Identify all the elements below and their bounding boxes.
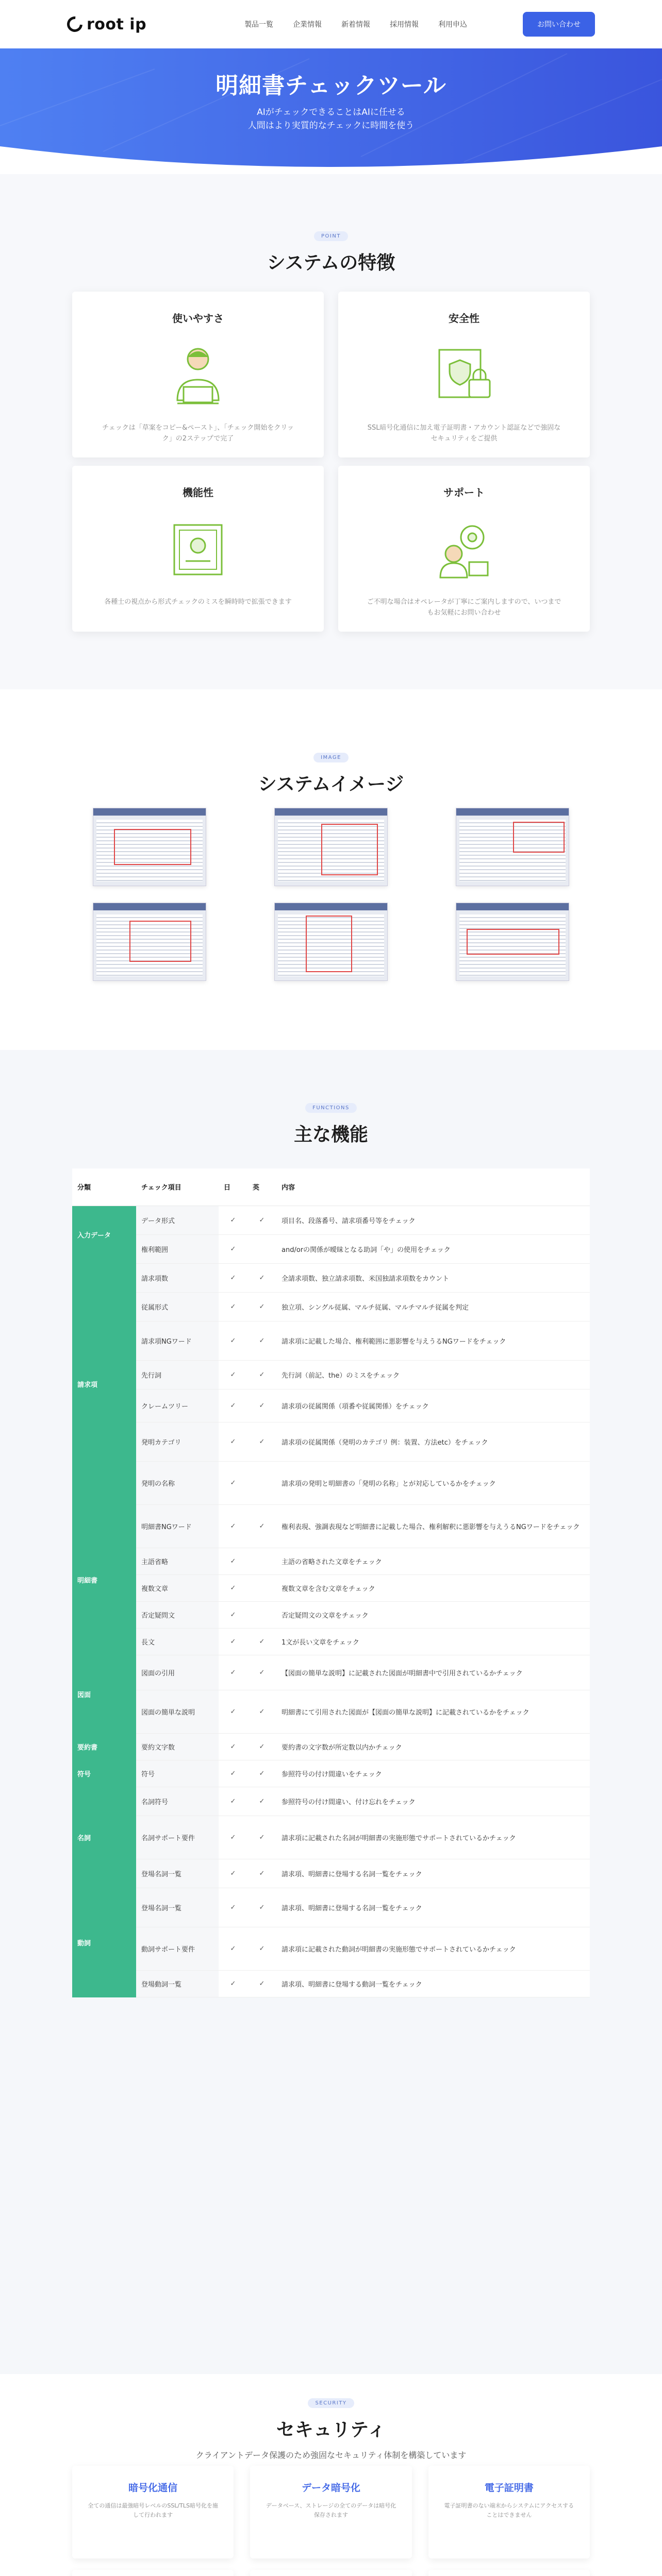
japanese-check-cell: ✓	[219, 1628, 247, 1655]
feature-card-functionality	[72, 466, 324, 632]
check-item-cell: 従属形式	[136, 1292, 219, 1321]
japanese-check-cell: ✓	[219, 1787, 247, 1816]
features-section	[0, 174, 662, 689]
screenshot-thumbnail[interactable]	[274, 808, 388, 886]
content-cell: 【図面の簡単な説明】に記載された図面が明細書中で引用されているかチェック	[276, 1655, 590, 1690]
screenshot-thumbnail[interactable]	[456, 808, 569, 886]
functions-table	[72, 1168, 590, 1997]
check-item-cell: 主語省略	[136, 1548, 219, 1574]
content-cell: 明細書にて引用された図面が【図面の簡単な説明】に記載されているかをチェック	[276, 1690, 590, 1733]
table-row	[72, 1263, 590, 1292]
security-card	[428, 2570, 590, 2576]
japanese-check-cell: ✓	[219, 1859, 247, 1888]
content-cell: 参照符号の付け間違い、付け忘れをチェック	[276, 1787, 590, 1816]
japanese-check-cell: ✓	[219, 1655, 247, 1690]
screenshot-thumbnail[interactable]	[93, 808, 206, 886]
english-check-cell: ✓	[247, 1970, 276, 1997]
category-cell: 請求項	[72, 1263, 136, 1504]
screenshot-thumbnail[interactable]	[274, 903, 388, 981]
table-row	[72, 1321, 590, 1360]
logo-text: root ip	[87, 15, 147, 33]
japanese-check-cell: ✓	[219, 1234, 247, 1263]
nav-item-recruit[interactable]: 採用情報	[390, 21, 419, 29]
security-card-desc: 電子証明書のない端末からシステムにアクセスすることはできません	[444, 2502, 574, 2518]
japanese-check-cell: ✓	[219, 1389, 247, 1422]
content-cell: 1文が長い文章をチェック	[276, 1628, 590, 1655]
table-row	[72, 1655, 590, 1690]
security-eyebrow: SECURITY	[308, 2398, 354, 2408]
table-header: 英	[247, 1168, 276, 1206]
feature-desc: ご不明な場合はオペレータが丁寧にご案内しますので、いつまでもお気軽にお問い合わせ	[367, 598, 561, 617]
content-cell: 全請求項数、独立請求項数、米国独請求項数をカウント	[276, 1263, 590, 1292]
category-cell: 入力データ	[72, 1206, 136, 1263]
english-check-cell: ✓	[247, 1690, 276, 1733]
hero-title: 明細書チェックツール	[216, 73, 446, 99]
check-item-cell: 否定疑問文	[136, 1601, 219, 1628]
category-cell: 符号	[72, 1760, 136, 1787]
content-cell: 請求項、明細書に登場する名詞一覧をチェック	[276, 1859, 590, 1888]
security-card-desc: 全ての通信は最強暗号レベルのSSL/TLS暗号化を施して行われます	[88, 2502, 218, 2518]
japanese-check-cell: ✓	[219, 1601, 247, 1628]
table-header: 分類	[72, 1168, 136, 1206]
top-nav	[0, 0, 662, 48]
content-cell: 独立項、シングル従属、マルチ従属、マルチマルチ従属を判定	[276, 1292, 590, 1321]
english-check-cell: ✓	[247, 1422, 276, 1461]
shield-lock-icon	[428, 340, 500, 412]
japanese-check-cell: ✓	[219, 1422, 247, 1461]
feature-card-support	[338, 466, 590, 632]
japanese-check-cell: ✓	[219, 1574, 247, 1601]
english-check-cell	[247, 1601, 276, 1628]
system-image-section	[0, 731, 662, 1050]
security-card-title: 電子証明書	[484, 2482, 534, 2494]
check-item-cell: 名詞符号	[136, 1787, 219, 1816]
japanese-check-cell: ✓	[219, 1970, 247, 1997]
check-item-cell: 複数文章	[136, 1574, 219, 1601]
hero-line-2: 人間はより実質的なチェックに時間を使う	[247, 120, 415, 131]
english-check-cell	[247, 1234, 276, 1263]
certificate-icon	[162, 514, 234, 586]
check-item-cell: 登場動詞一覧	[136, 1970, 219, 1997]
check-item-cell: 要約文字数	[136, 1733, 219, 1760]
security-card	[72, 2570, 234, 2576]
feature-title: 安全性	[449, 312, 479, 325]
english-check-cell: ✓	[247, 1263, 276, 1292]
nav-item-news[interactable]: 新着情報	[341, 21, 371, 29]
check-item-cell: 動詞サポート要件	[136, 1927, 219, 1970]
security-card-title: データ暗号化	[301, 2482, 360, 2494]
feature-title: サポート	[443, 486, 485, 499]
feature-desc: 各種士の視点から形式チェックのミスを瞬時時で拡張できます	[104, 598, 292, 606]
japanese-check-cell: ✓	[219, 1206, 247, 1234]
table-row	[72, 1927, 590, 1970]
person-laptop-icon	[162, 340, 234, 412]
category-cell: 要約書	[72, 1733, 136, 1760]
english-check-cell: ✓	[247, 1888, 276, 1927]
security-section	[0, 2374, 662, 2576]
content-cell: 請求項の発明と明細書の「発明の名称」とが対応しているかをチェック	[276, 1461, 590, 1504]
english-check-cell: ✓	[247, 1389, 276, 1422]
english-check-cell: ✓	[247, 1628, 276, 1655]
logo-ring-icon	[64, 13, 86, 35]
hero-line-1: AIがチェックできることはAIに任せる	[257, 107, 405, 117]
table-row	[72, 1206, 590, 1234]
japanese-check-cell: ✓	[219, 1888, 247, 1927]
table-row	[72, 1574, 590, 1601]
japanese-check-cell: ✓	[219, 1927, 247, 1970]
table-header: チェック項目	[136, 1168, 219, 1206]
english-check-cell: ✓	[247, 1859, 276, 1888]
images-title: システムイメージ	[258, 774, 404, 795]
security-card-desc: データベース、ストレージの全てのデータは暗号化保存されます	[266, 2502, 396, 2518]
table-row	[72, 1859, 590, 1888]
check-item-cell: 先行詞	[136, 1360, 219, 1389]
content-cell: 請求項に記載した場合、権利範囲に悪影響を与えうるNGワードをチェック	[276, 1321, 590, 1360]
nav-item-apply[interactable]: 利用申込	[438, 21, 468, 29]
japanese-check-cell: ✓	[219, 1504, 247, 1548]
check-item-cell: 図面の引用	[136, 1655, 219, 1690]
feature-desc: チェックは「草案をコピー&ペースト」、「チェック開始をクリック」の2ステップで完了	[102, 424, 294, 443]
content-cell: 請求項に記載された動詞が明細書の実施形態でサポートされているかチェック	[276, 1927, 590, 1970]
check-item-cell: 発明カテゴリ	[136, 1422, 219, 1461]
features-eyebrow: POINT	[314, 231, 348, 241]
japanese-check-cell: ✓	[219, 1760, 247, 1787]
japanese-check-cell: ✓	[219, 1360, 247, 1389]
table-row	[72, 1548, 590, 1574]
support-gear-icon	[428, 514, 500, 586]
content-cell: 先行詞（前記、the）のミスをチェック	[276, 1360, 590, 1389]
check-item-cell: 名詞サポート要件	[136, 1816, 219, 1859]
check-item-cell: 図面の簡単な説明	[136, 1690, 219, 1733]
english-check-cell	[247, 1548, 276, 1574]
japanese-check-cell: ✓	[219, 1292, 247, 1321]
english-check-cell: ✓	[247, 1360, 276, 1389]
table-row	[72, 1504, 590, 1548]
english-check-cell: ✓	[247, 1816, 276, 1859]
content-cell: 要約書の文字数が所定数以内かチェック	[276, 1733, 590, 1760]
table-row	[72, 1360, 590, 1389]
content-cell: 主語の省略された文章をチェック	[276, 1548, 590, 1574]
security-card	[72, 2466, 234, 2558]
table-row	[72, 1601, 590, 1628]
nav-item-products[interactable]: 製品一覧	[244, 21, 274, 29]
content-cell: 請求項、明細書に登場する動詞一覧をチェック	[276, 1970, 590, 1997]
content-cell: 参照符号の付け間違いをチェック	[276, 1760, 590, 1787]
screenshot-thumbnail[interactable]	[93, 903, 206, 981]
table-row	[72, 1816, 590, 1859]
table-row	[72, 1690, 590, 1733]
japanese-check-cell: ✓	[219, 1548, 247, 1574]
content-cell: 複数文章を含む文章をチェック	[276, 1574, 590, 1601]
content-cell: 項目名、段落番号、請求項番号等をチェック	[276, 1206, 590, 1234]
features-title: システムの特徴	[267, 252, 395, 274]
japanese-check-cell: ✓	[219, 1321, 247, 1360]
content-cell: 否定疑問文の文章をチェック	[276, 1601, 590, 1628]
table-row	[72, 1787, 590, 1816]
japanese-check-cell: ✓	[219, 1263, 247, 1292]
table-header: 内容	[276, 1168, 590, 1206]
feature-card-security	[338, 292, 590, 457]
content-cell: 請求項の従属関係（項番や従属関係）をチェック	[276, 1389, 590, 1422]
content-cell: 請求項、明細書に登場する名詞一覧をチェック	[276, 1888, 590, 1927]
check-item-cell: 長文	[136, 1628, 219, 1655]
table-row	[72, 1234, 590, 1263]
english-check-cell: ✓	[247, 1927, 276, 1970]
english-check-cell: ✓	[247, 1504, 276, 1548]
content-cell: 請求項に記載された名詞が明細書の実施形態でサポートされているかチェック	[276, 1816, 590, 1859]
content-cell: and/orの関係が曖昧となる助詞「や」の使用をチェック	[276, 1234, 590, 1263]
feature-card-usability	[72, 292, 324, 457]
check-item-cell: 請求項数	[136, 1263, 219, 1292]
english-check-cell: ✓	[247, 1321, 276, 1360]
english-check-cell	[247, 1574, 276, 1601]
check-item-cell: クレームツリー	[136, 1389, 219, 1422]
check-item-cell: 請求項NGワード	[136, 1321, 219, 1360]
security-card	[428, 2466, 590, 2558]
table-row	[72, 1461, 590, 1504]
category-cell: 図面	[72, 1655, 136, 1733]
english-check-cell: ✓	[247, 1760, 276, 1787]
japanese-check-cell: ✓	[219, 1690, 247, 1733]
japanese-check-cell: ✓	[219, 1733, 247, 1760]
check-item-cell: 明細書NGワード	[136, 1504, 219, 1548]
table-row	[72, 1292, 590, 1321]
english-check-cell: ✓	[247, 1206, 276, 1234]
japanese-check-cell: ✓	[219, 1461, 247, 1504]
screenshot-thumbnail[interactable]	[456, 903, 569, 981]
table-header: 日	[219, 1168, 247, 1206]
table-row	[72, 1733, 590, 1760]
security-card-title: 暗号化通信	[128, 2482, 178, 2494]
content-cell: 請求項の従属関係（発明のカテゴリ 例：装置、方法etc）をチェック	[276, 1422, 590, 1461]
english-check-cell: ✓	[247, 1655, 276, 1690]
check-item-cell: 発明の名称	[136, 1461, 219, 1504]
security-subtitle: クライアントデータ保護のため強固なセキュリティ体制を構築しています	[195, 2450, 467, 2460]
table-row	[72, 1760, 590, 1787]
feature-desc: SSL暗号化通信に加え電子証明書・アカウント認証などで強固なセキュリティをご提供	[367, 424, 561, 443]
english-check-cell: ✓	[247, 1787, 276, 1816]
check-item-cell: 登場名詞一覧	[136, 1859, 219, 1888]
table-row	[72, 1389, 590, 1422]
functions-section	[0, 1050, 662, 2374]
feature-title: 使いやすさ	[172, 312, 224, 325]
functions-title: 主な機能	[293, 1124, 368, 1145]
content-cell: 権利表現、強調表現など明細書に記載した場合、権利解釈に悪影響を与えうるNGワードをチェック	[276, 1504, 590, 1548]
table-row	[72, 1422, 590, 1461]
contact-button[interactable]: お問い合わせ	[523, 12, 595, 37]
security-title: セキュリティ	[276, 2419, 386, 2441]
nav-item-company[interactable]: 企業情報	[293, 21, 322, 29]
category-cell: 名詞	[72, 1787, 136, 1888]
english-check-cell: ✓	[247, 1733, 276, 1760]
english-check-cell	[247, 1461, 276, 1504]
images-eyebrow: IMAGE	[313, 753, 349, 762]
feature-title: 機能性	[183, 486, 213, 499]
category-cell: 動詞	[72, 1888, 136, 1997]
japanese-check-cell: ✓	[219, 1816, 247, 1859]
logo[interactable]	[67, 15, 146, 33]
table-row	[72, 1970, 590, 1997]
english-check-cell: ✓	[247, 1292, 276, 1321]
hero-banner	[0, 48, 662, 172]
nav-menu	[244, 19, 467, 29]
functions-eyebrow: FUNCTIONS	[305, 1103, 357, 1113]
table-row	[72, 1628, 590, 1655]
security-card	[250, 2570, 411, 2576]
security-card	[250, 2466, 411, 2558]
table-row	[72, 1888, 590, 1927]
check-item-cell: データ形式	[136, 1206, 219, 1234]
check-item-cell: 権利範囲	[136, 1234, 219, 1263]
category-cell: 明細書	[72, 1504, 136, 1655]
check-item-cell: 登場名詞一覧	[136, 1888, 219, 1927]
check-item-cell: 符号	[136, 1760, 219, 1787]
